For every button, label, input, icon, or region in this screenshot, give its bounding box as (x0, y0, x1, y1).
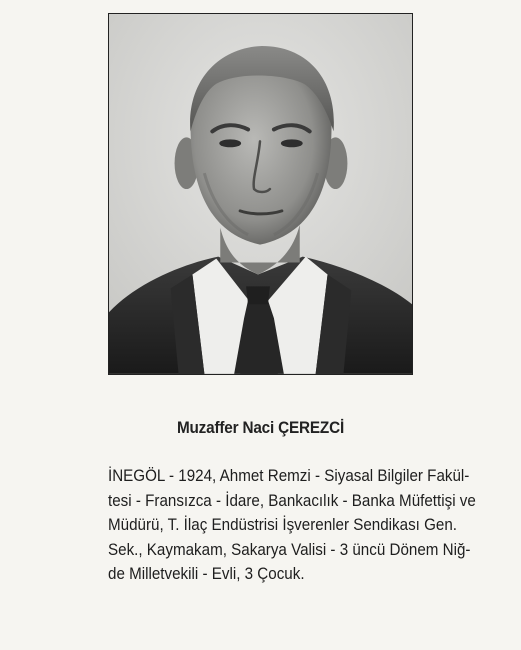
biography-line: Sek., Kaymakam, Sakarya Valisi - 3 üncü Dönem Niğ- (108, 540, 471, 559)
person-name: Muzaffer Naci ÇEREZCİ (176, 418, 345, 437)
biography-line: İNEGÖL - 1924, Ahmet Remzi - Siyasal Bilgiler Fakül- (108, 467, 470, 485)
biography-line: Müdürü, T. İlaç Endüstrisi İşverenler Sendikası Gen. (108, 516, 458, 534)
biography-text (108, 464, 476, 587)
biography-line: tesi - Fransızca - İdare, Bankacılık - Banka Müfettişi ve (108, 491, 476, 510)
portrait-illustration (109, 14, 412, 374)
biography-line: de Milletvekili - Evli, 3 Çocuk. (108, 565, 305, 583)
portrait-photo (108, 13, 413, 375)
